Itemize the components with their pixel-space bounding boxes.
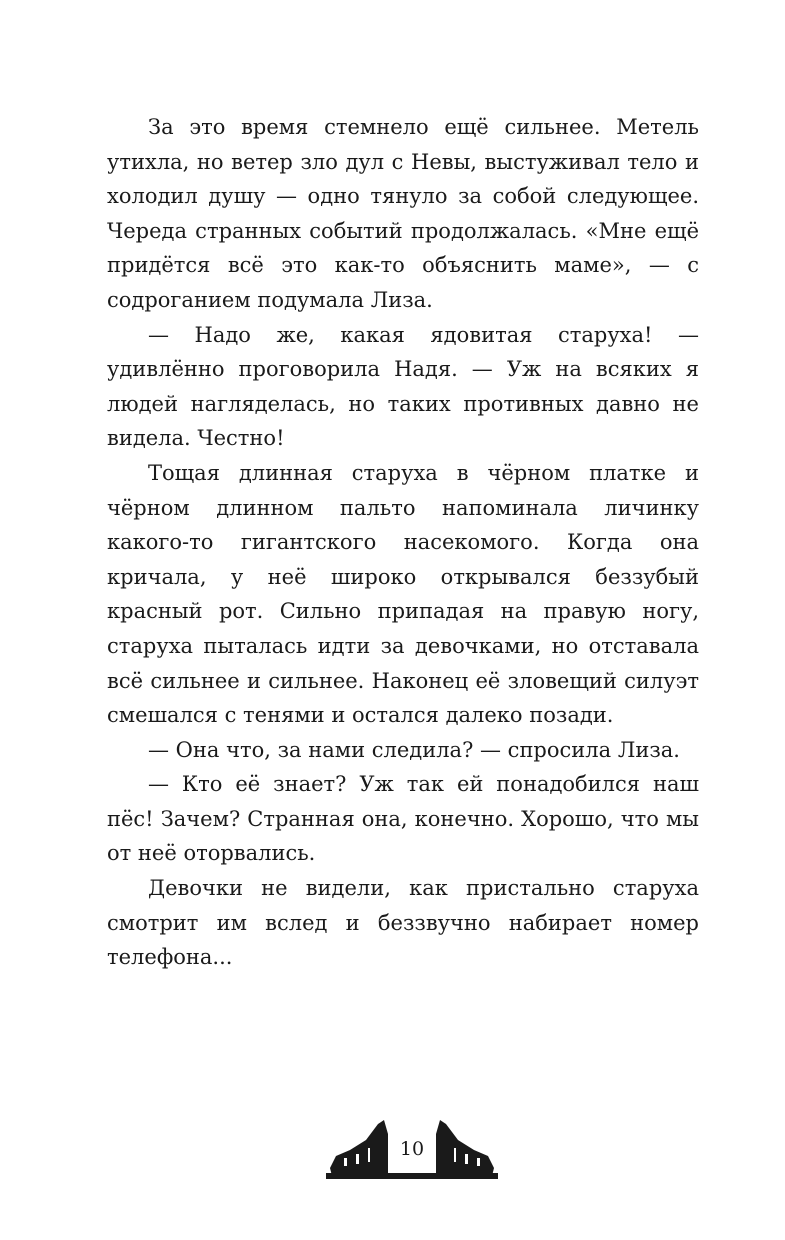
page-footer [322,1110,502,1190]
paragraph-5: — Кто её знает? Уж так ей понадобился наш пёс! Зачем? Странная она, конечно. Хорошо, что мы от неё оторвались. [107,772,699,866]
paragraph-4: — Она что, за нами следила? — спросила Лиза. [148,737,680,762]
book-page-text [107,110,699,975]
paragraph-3: Тощая длинная старуха в чёрном платке и чёрном длинном пальто напоминала личинку какого-то гигантского насекомого. Когда она кричала, у неё широко открывался беззубый красный рот. Сильно припадая на правую ногу, старуха пыталась идти за девочками, но отставала всё сильнее и сильнее. Наконец её зловещий силуэт смешался с тенями и остался далеко позади. [107,460,699,728]
paragraph-1: За это время стемнело ещё сильнее. Метель утихла, но ветер зло дул с Невы, выстуживал тело и холодил душу — одно тянуло за собой следующее. Череда странных событий продолжалась. «Мне ещё придётся всё это как-то объяснить маме», — с содроганием подумала Лиза. [107,115,699,312]
paragraph-6: Девочки не видели, как пристально старуха смотрит им вслед и беззвучно набирает номер телефона... [107,876,699,970]
page-number: 10 [399,1138,425,1160]
paragraph-2: — Надо же, какая ядовитая старуха! — удивлённо проговорила Надя. — Уж на всяких я людей нагляделась, но таких противных давно не видела. Честно! [107,322,699,451]
